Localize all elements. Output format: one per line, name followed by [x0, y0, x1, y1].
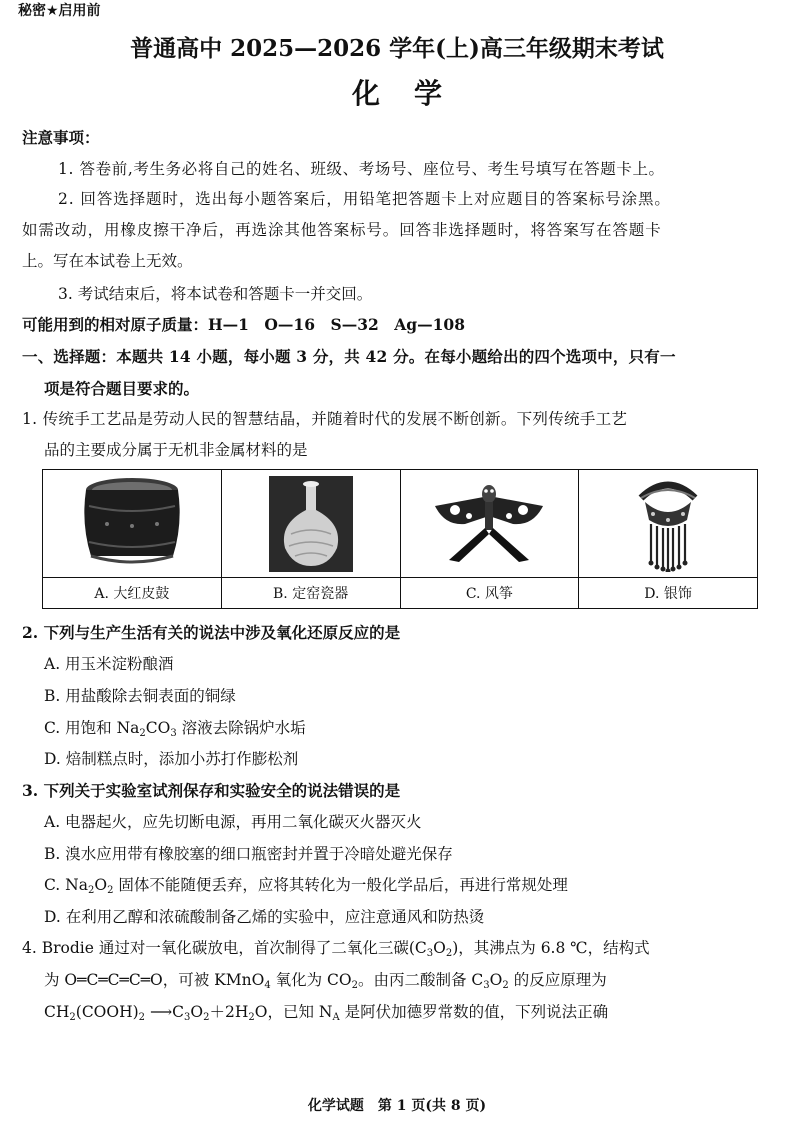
q3-option-b: B. 溴水应用带有橡胶塞的细口瓶密封并置于冷暗处避光保存: [44, 845, 453, 863]
q1-option-c: C. 风筝: [400, 578, 579, 609]
q1-options-table: [42, 469, 758, 609]
q4-stem-line-3: $CH_2(COOH)_2$ $⟶C_3O_2+2H_2O$，已知 $N_A$ 是阿伏加德罗常数的值，下列说法正确: [44, 1003, 609, 1023]
kite-icon: [425, 476, 553, 572]
exam-title: 普通高中 2025—2026 学年(上)高三年级期末考试: [130, 35, 664, 62]
secret-label: 秘密★启用前: [18, 3, 101, 19]
notice-item-2-line-2: 如需改动，用橡皮擦干净后，再选涂其他答案标号。回答非选择题时，将答案写在答题卡: [22, 221, 662, 239]
q1-stem-line-1: 1. 传统手工艺品是劳动人民的智慧结晶，并随着时代的发展不断创新。下列传统手工艺: [22, 410, 628, 428]
q4-stem-line-2: 为 O═C═C═C═O，可被 KMnO$_4$ 氧化为 $CO_2$。由丙二酸制备 $C_3O_2$ 的反应原理为: [44, 971, 607, 991]
q3-stem: 3. 下列关于实验室试剂保存和实验安全的说法错误的是: [22, 781, 401, 800]
q1-option-d-image-cell: [579, 470, 758, 578]
notice-heading: 注意事项：: [22, 128, 100, 147]
q1-stem-line-2: 品的主要成分属于无机非金属材料的是: [44, 441, 308, 459]
q1-option-c-image-cell: [400, 470, 579, 578]
notice-item-2-line-3: 上。写在本试卷上无效。: [22, 252, 193, 270]
drum-icon: [77, 476, 187, 572]
notice-item-2-line-1: 2. 回答选择题时，选出每小题答案后，用铅笔把答题卡上对应题目的答案标号涂黑。: [58, 190, 671, 208]
section-1-heading-line-2: 项是符合题目要求的。: [44, 379, 200, 398]
q3-option-d: D. 在利用乙醇和浓硫酸制备乙烯的实验中，应注意通风和防热烫: [44, 908, 485, 926]
porcelain-vase-icon: [269, 476, 353, 572]
section-1-heading-line-1: 一、选择题：本题共 14 小题，每小题 3 分，共 42 分。在每小题给出的四个选项中，只有一: [22, 347, 676, 366]
q2-option-d: D. 焙制糕点时，添加小苏打作膨松剂: [44, 750, 299, 768]
q1-option-d: D. 银饰: [579, 578, 758, 609]
notice-item-1: 1. 答卷前,考生务必将自己的姓名、班级、考场号、座位号、考生号填写在答题卡上。: [58, 160, 665, 178]
page-footer: 化学试题 第 1 页(共 8 页): [307, 1098, 487, 1114]
q3-option-c: C. $Na_2O_2$ 固体不能随便丢弃，应将其转化为一般化学品后，再进行常规处理: [44, 876, 568, 896]
q2-option-c: C. 用饱和 $Na_2CO_3$ 溶液去除锅炉水垢: [44, 719, 306, 739]
subject-title: 化学: [351, 77, 476, 110]
atomic-mass-line: 可能用到的相对原子质量：H—1 O—16 S—32 Ag—108: [22, 315, 465, 334]
q1-option-b-image-cell: [221, 470, 400, 578]
notice-item-3: 3. 考试结束后，将本试卷和答题卡一并交回。: [58, 285, 373, 303]
q2-stem: 2. 下列与生产生活有关的说法中涉及氧化还原反应的是: [22, 623, 401, 642]
q1-option-a-image-cell: [43, 470, 222, 578]
q1-option-b: B. 定窑瓷器: [221, 578, 400, 609]
q2-option-a: A. 用玉米淀粉酿酒: [44, 655, 174, 673]
q4-stem-line-1: 4. Brodie 通过对一氧化碳放电，首次制得了二氧化三碳$(C_3O_2)$，其沸点为 6.8 ℃，结构式: [22, 939, 650, 959]
silver-ornament-icon: [633, 476, 703, 572]
q3-option-a: A. 电器起火，应先切断电源，再用二氧化碳灭火器灭火: [44, 813, 422, 831]
q1-option-a: A. 大红皮鼓: [43, 578, 222, 609]
q2-option-b: B. 用盐酸除去铜表面的铜绿: [44, 687, 236, 705]
